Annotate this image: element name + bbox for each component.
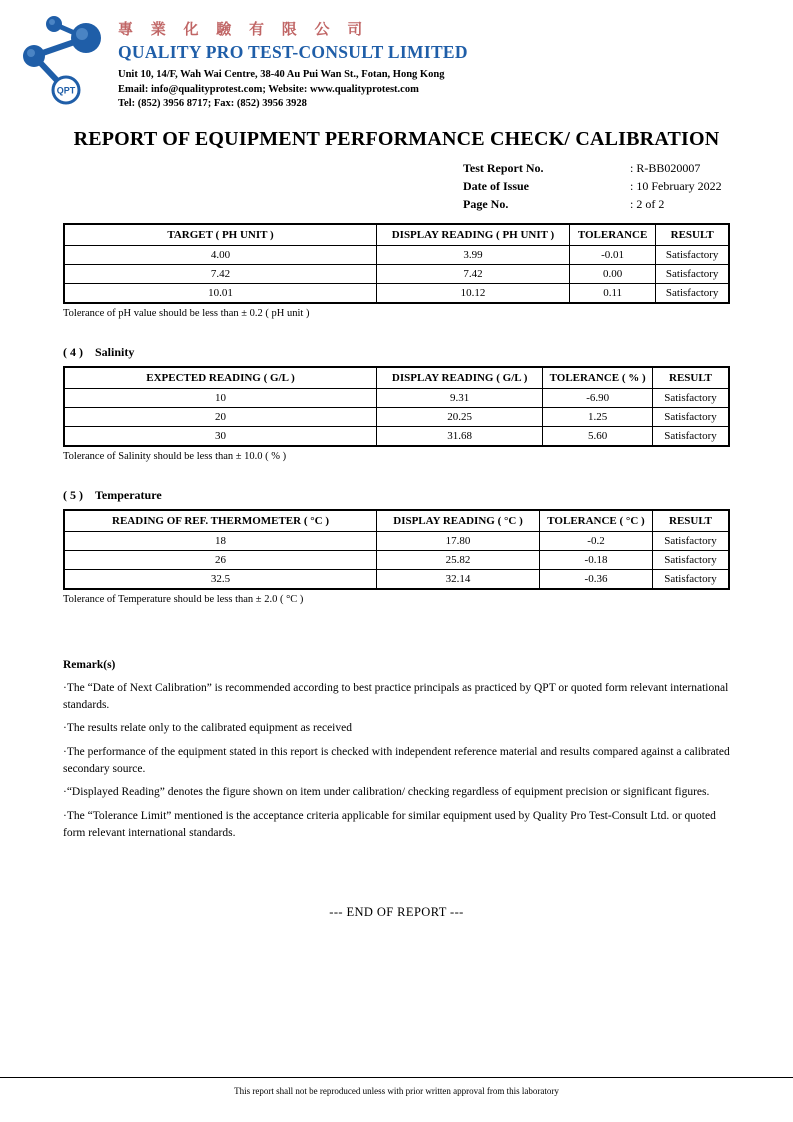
page-number-row xyxy=(463,195,793,213)
cell-display: 20.25 xyxy=(377,408,543,427)
company-email-website: Email: info@qualityprotest.com; Website: www.qualityprotest.com xyxy=(118,83,419,95)
cell-display: 17.80 xyxy=(377,532,540,551)
section-number: ( 5 ) xyxy=(63,488,83,503)
table-row xyxy=(64,389,729,408)
col-header-display-reading: DISPLAY READING ( G/L ) xyxy=(377,367,543,389)
logo-text: QPT xyxy=(56,85,76,96)
temperature-calibration-table xyxy=(63,509,730,590)
cell-display: 31.68 xyxy=(377,427,543,447)
cell-target: 10.01 xyxy=(64,284,377,304)
table-row xyxy=(64,246,729,265)
col-header-ref-thermometer: READING OF REF. THERMOMETER ( °C ) xyxy=(64,510,377,532)
col-header-result: RESULT xyxy=(653,510,729,532)
table-row xyxy=(64,532,729,551)
section-name: Temperature xyxy=(95,488,162,503)
cell-display: 10.12 xyxy=(377,284,570,304)
table-row xyxy=(64,427,729,447)
company-name-english: QUALITY PRO TEST-CONSULT LIMITED xyxy=(118,42,468,62)
table-header-row xyxy=(64,367,729,389)
cell-tolerance: -0.36 xyxy=(539,570,652,590)
company-phone-fax: Tel: (852) 3956 8717; Fax: (852) 3956 3928 xyxy=(118,98,307,110)
salinity-tolerance-note: Tolerance of Salinity should be less than ± 10.0 ( % ) xyxy=(63,451,287,463)
cell-expected: 20 xyxy=(64,408,377,427)
cell-result: Satisfactory xyxy=(656,265,729,284)
cell-result: Satisfactory xyxy=(653,408,729,427)
ph-tolerance-note: Tolerance of pH value should be less than ± 0.2 ( pH unit ) xyxy=(63,308,310,320)
report-number-label: Test Report No. xyxy=(463,161,544,176)
temperature-tolerance-note: Tolerance of Temperature should be less than ± 2.0 ( °C ) xyxy=(63,594,304,606)
cell-display: 9.31 xyxy=(377,389,543,408)
col-header-target: TARGET ( PH UNIT ) xyxy=(64,224,377,246)
col-header-display-reading: DISPLAY READING ( °C ) xyxy=(377,510,540,532)
report-title: REPORT OF EQUIPMENT PERFORMANCE CHECK/ CALIBRATION xyxy=(73,128,720,151)
remark-item: ·“Displayed Reading” denotes the figure shown on item under calibration/ checking regardless of equipment precision or significant figures. xyxy=(63,786,710,799)
table-row xyxy=(64,265,729,284)
cell-tolerance: 0.00 xyxy=(569,265,655,284)
footer-disclaimer: This report shall not be reproduced unless with prior written approval from this laboratory xyxy=(0,1077,793,1096)
section-name: Salinity xyxy=(95,345,135,360)
ph-calibration-table xyxy=(63,223,730,304)
col-header-tolerance: TOLERANCE xyxy=(569,224,655,246)
cell-result: Satisfactory xyxy=(653,532,729,551)
cell-ref-reading: 26 xyxy=(64,551,377,570)
cell-display: 3.99 xyxy=(377,246,570,265)
table-header-row xyxy=(64,510,729,532)
cell-tolerance: -6.90 xyxy=(543,389,653,408)
qpt-molecule-icon xyxy=(12,10,108,106)
cell-result: Satisfactory xyxy=(653,570,729,590)
company-logo xyxy=(12,10,108,106)
report-number-row xyxy=(463,159,793,177)
cell-expected: 30 xyxy=(64,427,377,447)
date-of-issue-label: Date of Issue xyxy=(463,179,529,194)
report-number-value: : R-BB020007 xyxy=(630,161,701,176)
cell-display: 7.42 xyxy=(377,265,570,284)
cell-result: Satisfactory xyxy=(656,246,729,265)
page-number-value: : 2 of 2 xyxy=(630,197,665,212)
cell-tolerance: 5.60 xyxy=(543,427,653,447)
report-info-block xyxy=(463,159,793,213)
cell-result: Satisfactory xyxy=(656,284,729,304)
cell-tolerance: 0.11 xyxy=(569,284,655,304)
col-header-display-reading: DISPLAY READING ( PH UNIT ) xyxy=(377,224,570,246)
cell-ref-reading: 18 xyxy=(64,532,377,551)
remark-item: ·The results relate only to the calibrated equipment as received xyxy=(63,722,352,735)
col-header-tolerance: TOLERANCE ( °C ) xyxy=(539,510,652,532)
table-row xyxy=(64,570,729,590)
table-row xyxy=(64,284,729,304)
cell-result: Satisfactory xyxy=(653,551,729,570)
remarks-section xyxy=(63,659,730,841)
section-heading-salinity xyxy=(63,345,730,360)
col-header-tolerance: TOLERANCE ( % ) xyxy=(543,367,653,389)
date-of-issue-value: : 10 February 2022 xyxy=(630,179,722,194)
cell-tolerance: -0.2 xyxy=(539,532,652,551)
cell-result: Satisfactory xyxy=(653,427,729,447)
letterhead xyxy=(0,0,793,112)
company-address: Unit 10, 14/F, Wah Wai Centre, 38-40 Au Pui Wan St., Fotan, Hong Kong xyxy=(118,69,445,80)
table-header-row xyxy=(64,224,729,246)
cell-display: 32.14 xyxy=(377,570,540,590)
cell-target: 4.00 xyxy=(64,246,377,265)
remarks-heading: Remark(s) xyxy=(63,659,116,672)
cell-tolerance: -0.01 xyxy=(569,246,655,265)
section-heading-temperature xyxy=(63,488,730,503)
col-header-result: RESULT xyxy=(656,224,729,246)
remark-item: ·The “Tolerance Limit” mentioned is the acceptance criteria applicable for similar equipment used by Quality Pro Test-Consult Ltd. or quoted form relevant international standards. xyxy=(63,810,716,839)
cell-ref-reading: 32.5 xyxy=(64,570,377,590)
date-of-issue-row xyxy=(463,177,793,195)
col-header-result: RESULT xyxy=(653,367,729,389)
cell-result: Satisfactory xyxy=(653,389,729,408)
cell-expected: 10 xyxy=(64,389,377,408)
col-header-expected: EXPECTED READING ( G/L ) xyxy=(64,367,377,389)
table-row xyxy=(64,408,729,427)
report-body xyxy=(63,223,730,920)
cell-tolerance: -0.18 xyxy=(539,551,652,570)
salinity-calibration-table xyxy=(63,366,730,447)
section-number: ( 4 ) xyxy=(63,345,83,360)
table-row xyxy=(64,551,729,570)
page-number-label: Page No. xyxy=(463,197,509,212)
company-name-chinese: 專 業 化 驗 有 限 公 司 xyxy=(118,22,370,38)
cell-target: 7.42 xyxy=(64,265,377,284)
cell-tolerance: 1.25 xyxy=(543,408,653,427)
remark-item: ·The performance of the equipment stated in this report is checked with independent reference material and results compared against a calibrated secondary source. xyxy=(63,746,730,775)
remark-item: ·The “Date of Next Calibration” is recommended according to best practice principals as practiced by QPT or quoted form relevant international standards. xyxy=(63,682,729,711)
end-of-report-marker: --- END OF REPORT --- xyxy=(329,905,464,920)
cell-display: 25.82 xyxy=(377,551,540,570)
company-info xyxy=(118,10,468,112)
